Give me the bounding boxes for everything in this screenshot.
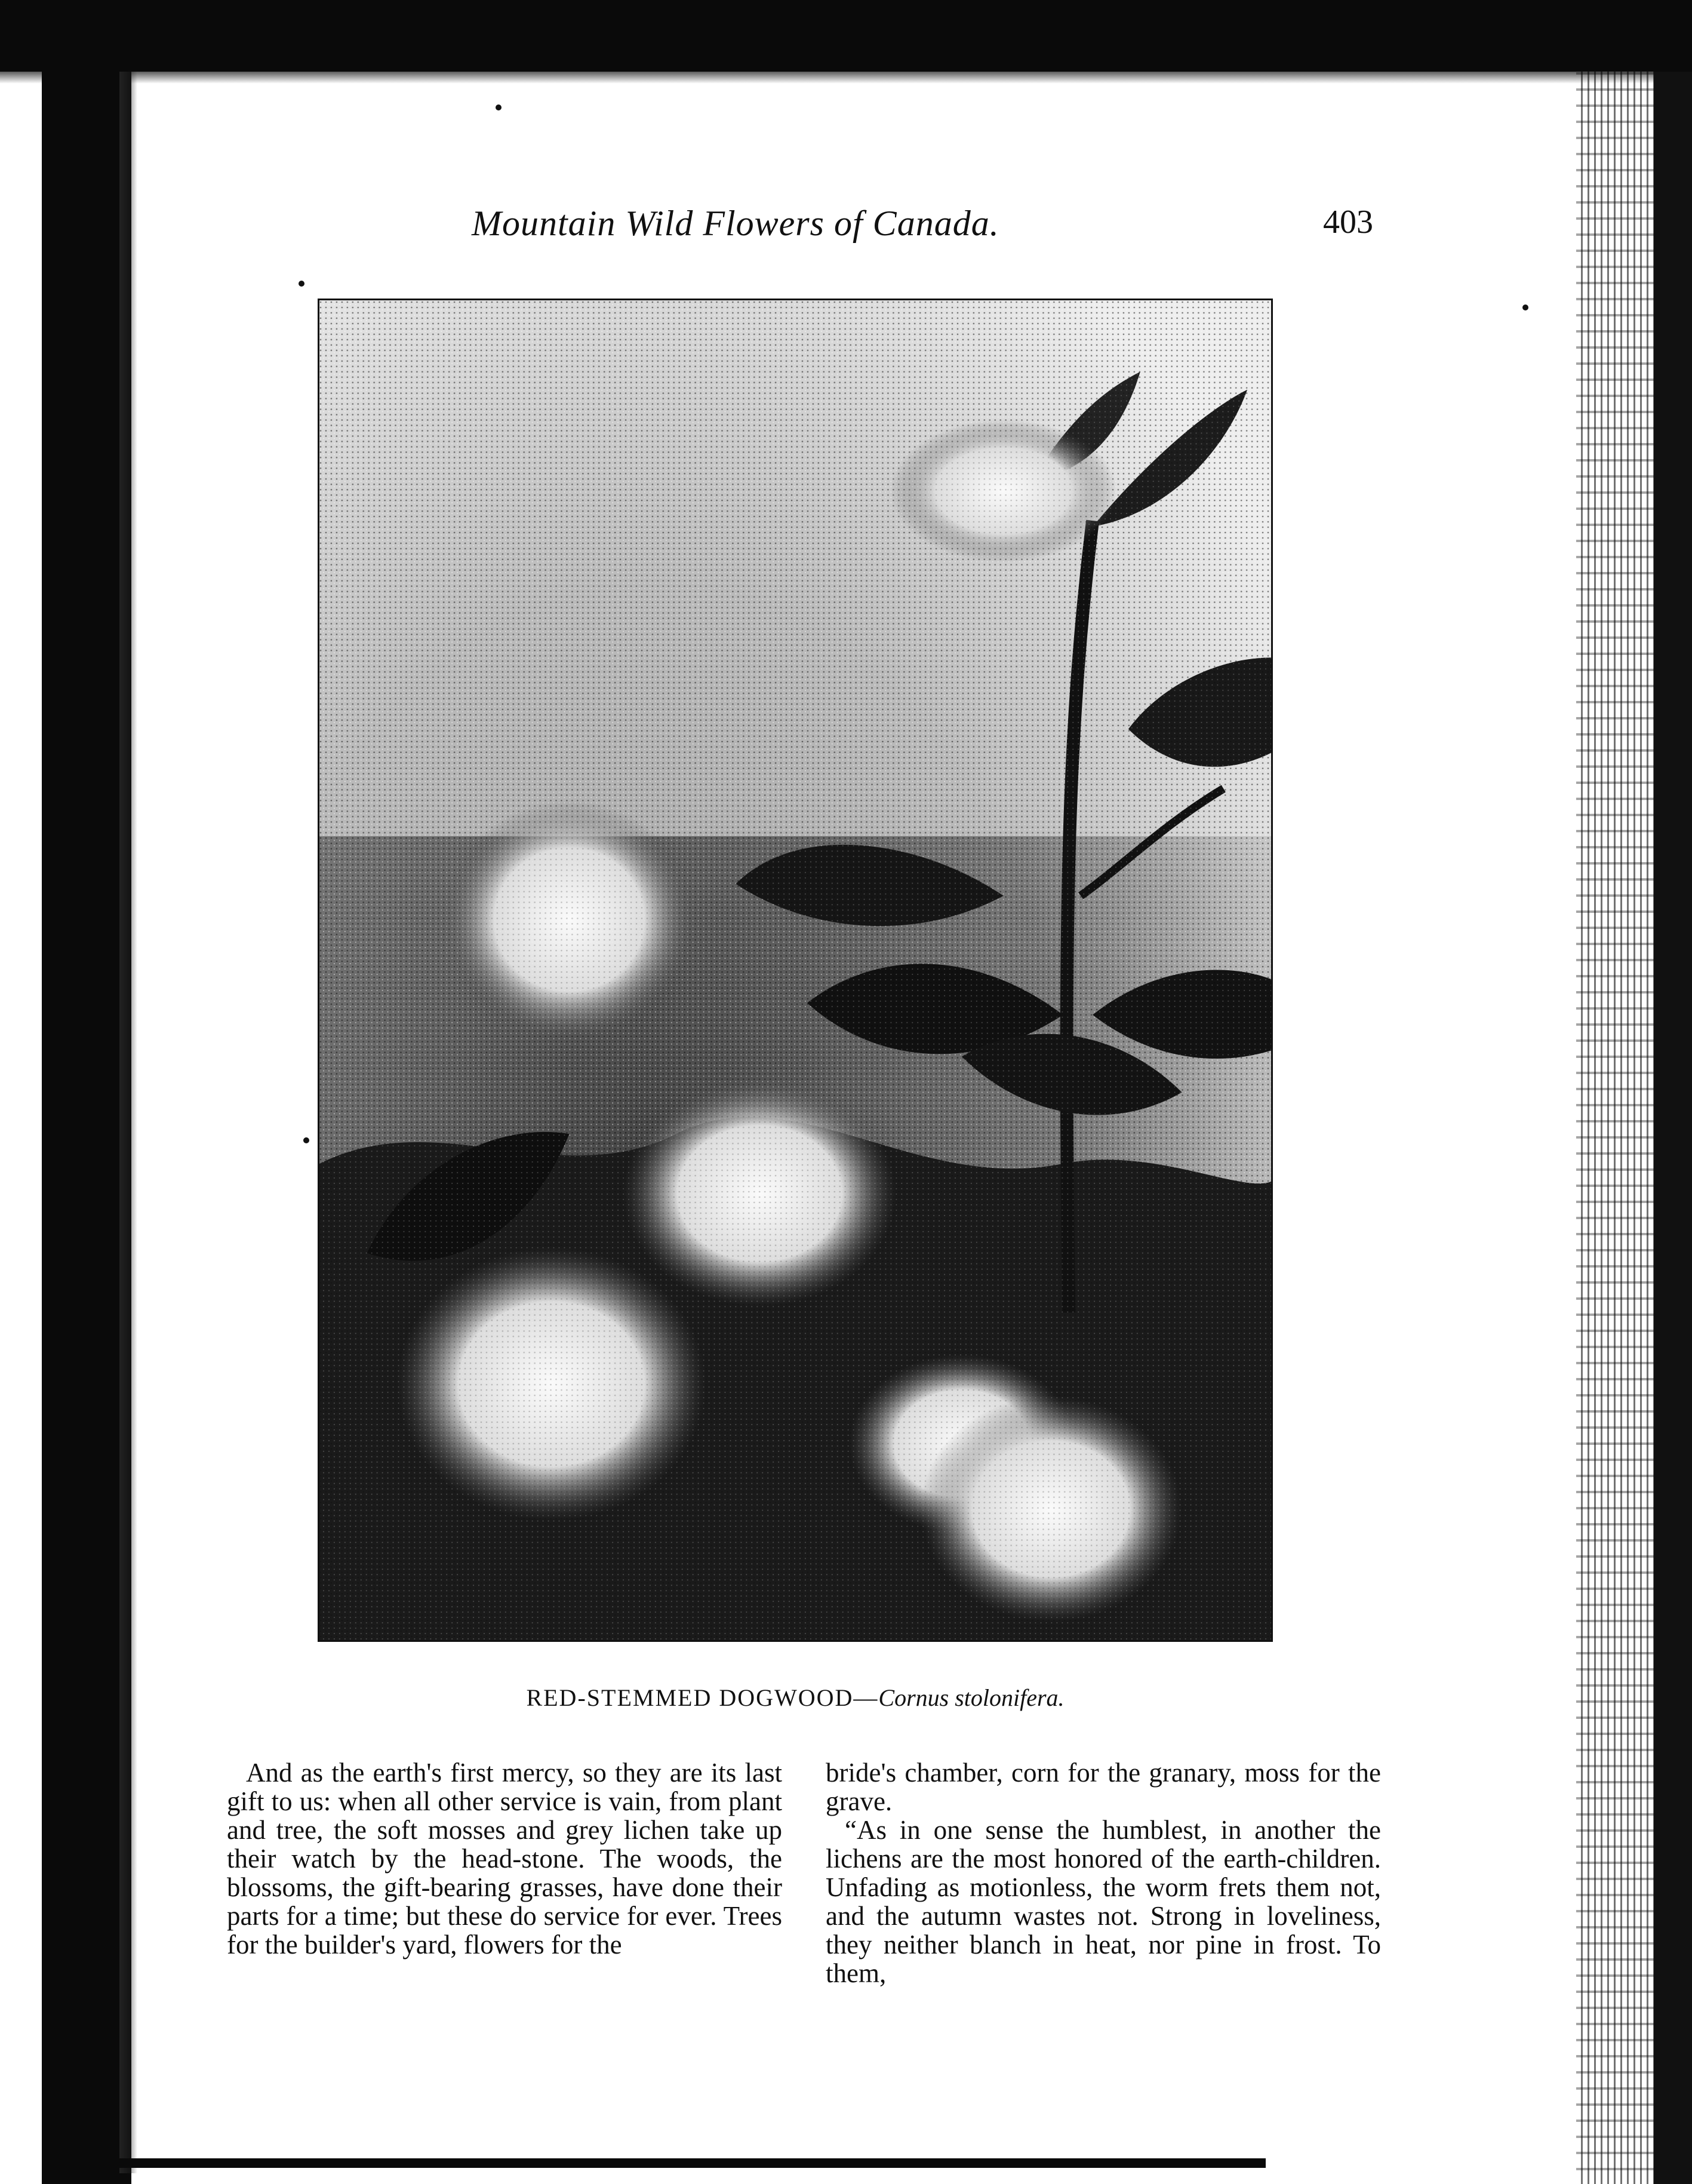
page-number: 403 — [1323, 204, 1373, 241]
body-column-left — [227, 1758, 782, 1959]
running-title: Mountain Wild Flowers of Canada. — [472, 204, 999, 243]
dogwood-engraving — [319, 300, 1271, 1640]
scan-bottom-border — [42, 2158, 1266, 2168]
dogwood-illustration — [318, 299, 1273, 1642]
scan-top-shadow — [0, 66, 1692, 84]
body-column-right — [826, 1758, 1381, 1988]
paragraph: “As in one sense the humblest, in another the lichens are the most honored of the earth-children. Unfading as motionless, the worm frets them not, and the autumn wastes not. Strong in loveliness, they neither blanch in heat, nor pine in frost. To them, — [826, 1815, 1381, 1988]
caption-latin-name: Cornus stolonifera. — [878, 1684, 1065, 1711]
figure-caption — [318, 1684, 1273, 1719]
scan-speck — [299, 281, 304, 287]
scan-speck — [496, 104, 502, 110]
paragraph: bride's chamber, corn for the granary, moss for the grave. — [826, 1758, 1381, 1816]
running-header — [472, 203, 1373, 251]
scan-speck — [303, 1137, 309, 1143]
paragraph: And as the earth's first mercy, so they are its last gift to us: when all other service is vain, from plant and tree, the soft mosses and grey lichen take up their watch by the head-stone. The woods, the blossoms, the gift-bearing grasses, have done their parts for a time; but these do service for ever. Trees for the builder's yard, flowers for the — [227, 1758, 782, 1960]
scan-left-shadow — [119, 72, 137, 2173]
scan-speck — [1522, 304, 1528, 310]
scan-right-border — [1654, 72, 1692, 2184]
caption-common-name: RED-STEMMED DOGWOOD— — [526, 1684, 879, 1711]
scan-top-border — [0, 0, 1692, 72]
scan-left-border — [42, 72, 131, 2184]
